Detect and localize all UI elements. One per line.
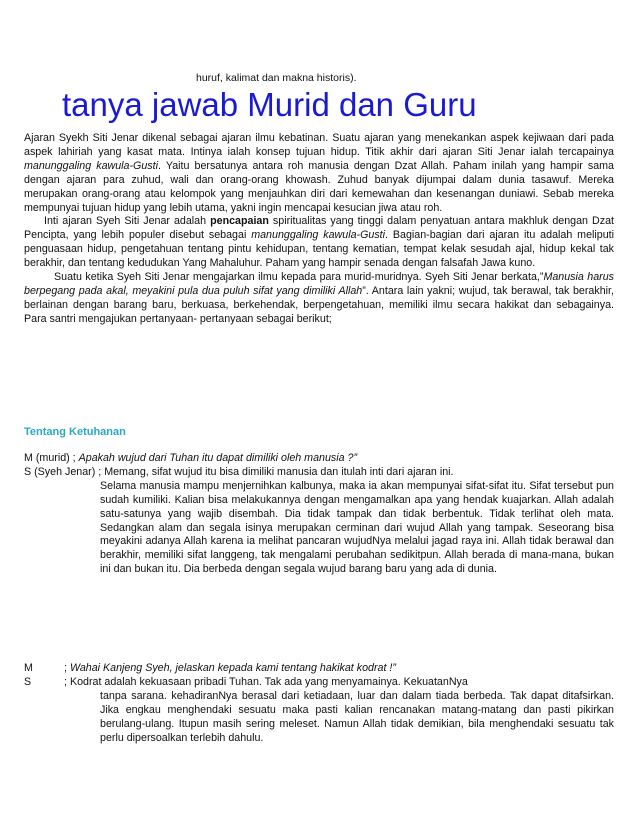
question-2: M ; Wahai Kanjeng Syeh, jelaskan kepada kami tentang hakikat kodrat !”	[24, 662, 396, 674]
answer-2-text: tanpa sarana. kehadiranNya berasal dari ketiadaan, luar dan dalam tiada berbeda. Tak dapat ditafsirkan. Jika engkau menghendaki sesuatu maka pasti kalian rencanakan matang-matang dan pasti pikirkan berulang-ulang. Itupun masih sering meleset. Namun Allah tidak demikian, bila menghendaki sesuatu tak perlu dipersoalkan terlebih dahulu.	[100, 689, 614, 744]
answer-2-first-line: S ; Kodrat adalah kekuasaan pribadi Tuhan. Tak ada yang menyamainya. KekuatanNya	[24, 675, 468, 688]
intro-paragraph-3: Suatu ketika Syeh Siti Jenar mengajarkan ilmu kepada para murid-muridnya. Syeh Siti Jenar berkata,”Manusia harus berpegang pada akal, meyakini pula dua puluh sifat yang dimiliki Allah”. Antara lain yakni; wujud, tak berawal, tak berakhir, berlainan dengan barang baru, berkuasa, berkehendak, berpengetahuan, memiliki ilmu secara hakikat dan sebagainya. Para santri mengajukan pertanyaan- pertanyaan sebagai berikut;	[24, 271, 614, 325]
intro-paragraph-1: Ajaran Syekh Siti Jenar dikenal sebagai ajaran ilmu kebatinan. Suatu ajaran yang menekankan aspek kejiwaan dari pada aspek lahiriah yang kasat mata. Intinya ialah konsep tujuan hidup. Titik akhir dari ajaran Siti Jenar ialah tercapainya manunggaling kawula-Gusti. Yaitu bersatunya antara roh manusia dengan Dzat Allah. Paham inilah yang hampir sama dengan ajaran para zuhud, wali dan orang-orang khowash. Zuhud banyak dijumpai dalam dunia tasawuf. Mereka merupakan orang-orang atau kelompok yang menjauhkan diri dari kemewahan dan kesenangan duniawi. Sebab mereka mempunyai tujuan hidup yang lebih utama, yakni ingin mencapai kesucian jiwa atau roh.	[24, 132, 614, 214]
intro-paragraph-2: Inti ajaran Syeh Siti Jenar adalah pencapaian spiritualitas yang tinggi dalam penyatuan antara makhluk dengan Dzat Pencipta, yang lebih populer disebut sebagai manunggaling kawula-Gusti. Bagian-bagian dari ajaran itu adalah meliputi penguasaan hidup, pengetahuan tentang pintu kehidupan, tentang kematian, tempat kelak sesudah ajal, hidup kekal tak berakhir, dan tentang kedudukan Yang Mahaluhur. Paham yang hampir senada dengan falsafah Jawa kuno.	[24, 215, 614, 270]
top-line-text: huruf, kalimat dan makna historis).	[196, 72, 357, 84]
answer-1-first-line: S (Syeh Jenar) ; Memang, sifat wujud itu bisa dimiliki manusia dan itulah inti dari ajaran ini.	[24, 465, 454, 478]
qa-block-1	[24, 452, 614, 577]
qa-block-2	[24, 662, 614, 745]
section-heading: Tentang Ketuhanan	[24, 426, 126, 438]
question-1: M (murid) ; Apakah wujud dari Tuhan itu dapat dimiliki oleh manusia ?”	[24, 452, 358, 464]
intro-text	[24, 132, 614, 327]
page-title: tanya jawab Murid dan Guru	[62, 86, 477, 123]
answer-1-text: Selama manusia mampu menjernihkan kalbunya, maka ia akan mempunyai sifat-sifat itu. Sifat tersebut pun sudah kumiliki. Kalian bisa melakukannya dengan mengamalkan apa yang hendak kuajarkan. Allah adalah satu-satunya yang wajib disembah. Dia tidak tampak dan tidak berbentuk. Tidak terlihat oleh mata. Sedangkan alam dan segala isinya merupakan cerminan dari wujud Allah yang tampak. Seseorang bisa meyakini adanya Allah karena ia melihat pancaran wujudNya melalui jagad raya ini. Allah tidak berawal dan berakhir, memiliki sifat langgeng, tak mengalami perubahan sedikitpun. Allah berada di mana-mana, bukan ini dan bukan itu. Dia berbeda dengan segala wujud barang baru yang ada di dunia.	[100, 479, 614, 576]
